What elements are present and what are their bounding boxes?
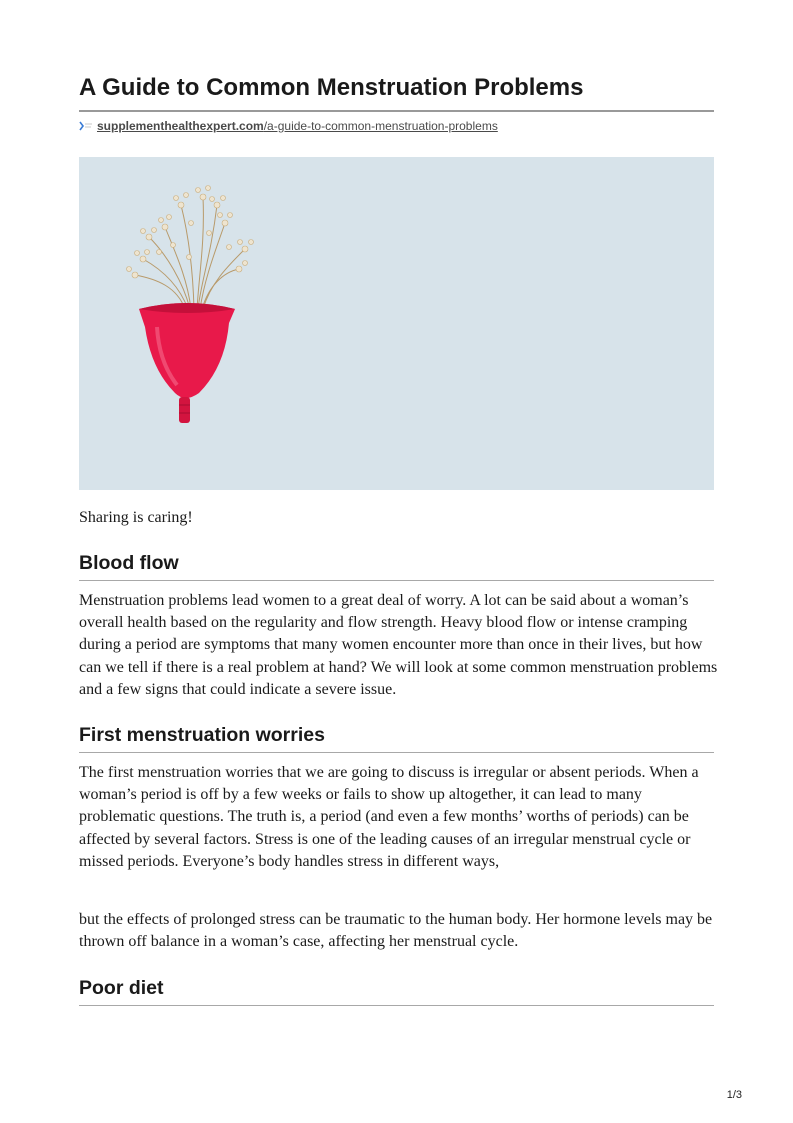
sharing-text: Sharing is caring!: [79, 509, 193, 526]
site-favicon-icon: [79, 120, 93, 132]
section-divider: [79, 752, 714, 753]
hero-image: [79, 157, 714, 490]
source-line: [79, 118, 498, 134]
page-title: A Guide to Common Menstruation Problems: [79, 74, 584, 101]
section-heading-blood-flow: Blood flow: [79, 552, 179, 574]
section-divider: [79, 580, 714, 581]
title-divider: [79, 110, 714, 112]
source-domain: supplementhealthexpert.com: [97, 119, 264, 133]
page-number: 1/3: [726, 1089, 742, 1101]
paragraph: Menstruation problems lead women to a great deal of worry. A lot can be said about a woman’s overall health based on the regularity and flow strength. Heavy blood flow or intense cramping during a period are symptoms that many women encounter more than once in their lives, but how can we tell if there is a real problem at hand? We will look at some common menstruation problems and a few signs that could indicate a severe issue.: [79, 592, 718, 698]
paragraph: but the effects of prolonged stress can be traumatic to the human body. Her hormone levels may be thrown off balance in a woman’s case, affecting her menstrual cycle.: [79, 911, 713, 951]
source-path: /a-guide-to-common-menstruation-problems: [263, 119, 498, 133]
section-heading-poor-diet: Poor diet: [79, 977, 164, 999]
section-heading-first-menstruation-worries: First menstruation worries: [79, 724, 325, 746]
section-divider: [79, 1005, 714, 1006]
menstrual-cup-illustration: [79, 157, 714, 490]
paragraph: The first menstruation worries that we are going to discuss is irregular or absent periods. When a woman’s period is off by a few weeks or fails to show up altogether, it can lead to many problematic questions. The truth is, a period (and even a few months’ worths of periods) can be affected by several factors. Stress is one of the leading causes of an irregular menstrual cycle or missed periods. Everyone’s body handles stress in different ways,: [79, 764, 699, 870]
source-link[interactable]: [97, 119, 498, 133]
